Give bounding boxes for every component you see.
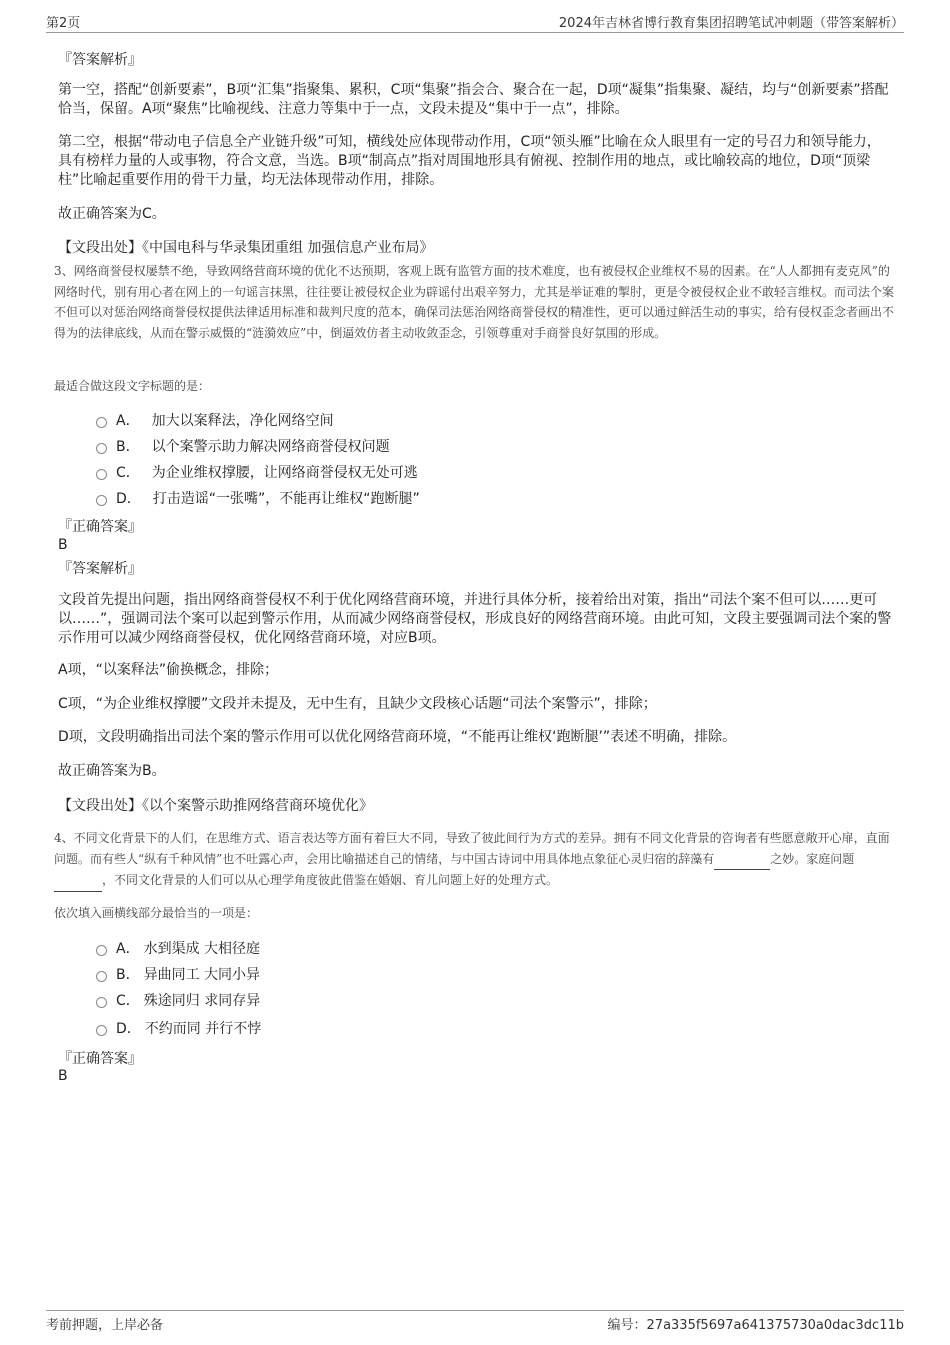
radio-button-icon[interactable] xyxy=(96,971,107,982)
option-text: 为企业维权撑腰，让网络商誉侵权无处可逃 xyxy=(151,465,418,481)
correct-answer-value: B xyxy=(58,537,68,553)
option-label: C． xyxy=(116,993,140,1009)
question-text: 3、网络商誉侵权屡禁不绝，导致网络营商环境的优化不达预期，客观上既有监管方面的技术难度，也有被侵权企业维权不易的因素。在“人人都拥有麦克风”的网络时代，别有用心者在网上的一句谣言抹黑，往往要让被侵权企业为辟谣付出艰辛努力，尤其是举证难的掣肘，更是令被侵权企业不敢轻言维权。而司法个案不但可以对惩治网络商誉侵权提供法律适用标准和裁判尺度的范本，确保司法惩治网络商誉侵权的精准性，更可以通过鲜活生动的事实，给有侵权歪念者画出不得为的法律底线，从而在警示威慑的“涟漪效应”中，倒逼效仿者主动收敛歪念，引领尊重对手商誉良好氛围的形成。 xyxy=(54,264,895,340)
option-c[interactable] xyxy=(96,461,418,483)
option-label: A． xyxy=(116,413,140,429)
option-label: C． xyxy=(116,465,140,481)
radio-button-icon[interactable] xyxy=(96,417,107,428)
option-text: 水到渠成 大相径庭 xyxy=(143,941,261,957)
footer-slogan: 考前押题，上岸必备 xyxy=(46,1318,164,1333)
answer-analysis-label: 『答案解析』 xyxy=(58,52,142,68)
fill-blank xyxy=(54,870,102,892)
option-label: A． xyxy=(116,941,140,957)
answer-conclusion: 故正确答案为C。 xyxy=(58,206,166,222)
analysis-option-d: D项，文段明确指出司法个案的警示作用可以优化网络营商环境，“不能再让维权‘跑断腿’”表述不明确，排除。 xyxy=(58,729,737,745)
option-label: B． xyxy=(116,439,140,455)
answer-conclusion: 故正确答案为B。 xyxy=(58,763,166,779)
passage-source: 【文段出处】《以个案警示助推网络营商环境优化》 xyxy=(58,798,373,814)
question-text-part: ，不同文化背景的人们可以从心理学角度彼此借鉴在婚姻、育儿问题上好的处理方式。 xyxy=(102,873,559,887)
option-text: 加大以案释法，净化网络空间 xyxy=(151,413,334,429)
question-prompt: 依次填入画横线部分最恰当的一项是： xyxy=(54,906,259,920)
option-text: 打击造谣“一张嘴”，不能再让维权“跑断腿” xyxy=(152,491,420,507)
radio-button-icon[interactable] xyxy=(96,945,107,956)
footer-divider xyxy=(46,1310,904,1311)
document-title: 2024年吉林省博行教育集团招聘笔试冲刺题（带答案解析） xyxy=(558,16,904,31)
radio-button-icon[interactable] xyxy=(96,443,107,454)
option-text: 以个案警示助力解决网络商誉侵权问题 xyxy=(151,439,390,455)
header-divider xyxy=(46,32,904,33)
question-text-part: 4、不同文化背景下的人们，在思维方式、语言表达等方面有着巨大不同，导致了彼此间行为方式的差异。拥有不同文化背景的咨询者有些愿意敞开心扉，直面问题。而有些人“纵有千种风情”也不吐露心声，会用比喻描述自己的情绪，与中国古诗词中用具体地点象征心灵归宿的辞藻有 xyxy=(54,831,890,866)
radio-button-icon[interactable] xyxy=(96,997,107,1008)
option-text: 不约而同 并行不悖 xyxy=(144,1021,262,1037)
question-text xyxy=(54,828,899,892)
answer-analysis-label: 『答案解析』 xyxy=(58,561,142,577)
option-d[interactable] xyxy=(96,1017,261,1039)
analysis-paragraph: 第二空，根据“带动电子信息全产业链升级”可知，横线处应体现带动作用，C项“领头雁”比喻在众人眼里有一定的号召力和领导能力，具有榜样力量的人或事物，符合文意，当选。B项“制高点”指对周围地形具有俯视、控制作用的地点，或比喻较高的地位，D项“顶梁柱”比喻起重要作用的骨干力量，均无法体现带动作用，排除。 xyxy=(58,134,881,188)
analysis-option-c: C项，“为企业维权撑腰”文段并未提及，无中生有，且缺少文段核心话题“司法个案警示”，排除； xyxy=(58,696,657,712)
option-b[interactable] xyxy=(96,963,260,985)
option-a[interactable] xyxy=(96,937,260,959)
radio-button-icon[interactable] xyxy=(96,469,107,480)
option-c[interactable] xyxy=(96,989,260,1011)
radio-button-icon[interactable] xyxy=(96,495,107,506)
option-label: B． xyxy=(116,967,140,983)
option-a[interactable] xyxy=(96,409,334,431)
option-d[interactable] xyxy=(96,487,420,509)
correct-answer-label: 『正确答案』 xyxy=(58,1051,142,1067)
document-id: 编号：27a335f5697a641375730a0dac3dc11b xyxy=(607,1318,904,1333)
analysis-option-a: A项，“以案释法”偷换概念，排除； xyxy=(58,662,279,678)
option-text: 异曲同工 大同小异 xyxy=(143,967,261,983)
option-text: 殊途同归 求同存异 xyxy=(143,993,261,1009)
analysis-paragraph: 第一空，搭配“创新要素”，B项“汇集”指聚集、累积，C项“集聚”指会合、聚合在一起，D项“凝集”指集聚、凝结，均与“创新要素”搭配恰当，保留。A项“聚焦”比喻视线、注意力等集中于一点，文段未提及“集中于一点”，排除。 xyxy=(58,82,889,117)
analysis-paragraph: 文段首先提出问题，指出网络商誉侵权不利于优化网络营商环境，并进行具体分析，接着给出对策，指出“司法个案不但可以……更可以……”，强调司法个案可以起到警示作用，从而减少网络商誉侵权，形成良好的网络营商环境。由此可知，文段主要强调司法个案的警示作用可以减少网络商誉侵权，优化网络营商环境，对应B项。 xyxy=(58,592,892,646)
correct-answer-label: 『正确答案』 xyxy=(58,519,142,535)
option-b[interactable] xyxy=(96,435,390,457)
passage-source: 【文段出处】《中国电科与华录集团重组 加强信息产业布局》 xyxy=(58,240,434,256)
correct-answer-value: B xyxy=(58,1068,68,1084)
question-text-part: 之妙。家庭问题 xyxy=(770,851,855,866)
option-label: D． xyxy=(116,491,141,507)
option-label: D． xyxy=(116,1021,141,1037)
radio-button-icon[interactable] xyxy=(96,1025,107,1036)
question-prompt: 最适合做这段文字标题的是： xyxy=(54,379,211,393)
page-number: 第2页 xyxy=(46,16,81,31)
fill-blank xyxy=(714,849,770,871)
